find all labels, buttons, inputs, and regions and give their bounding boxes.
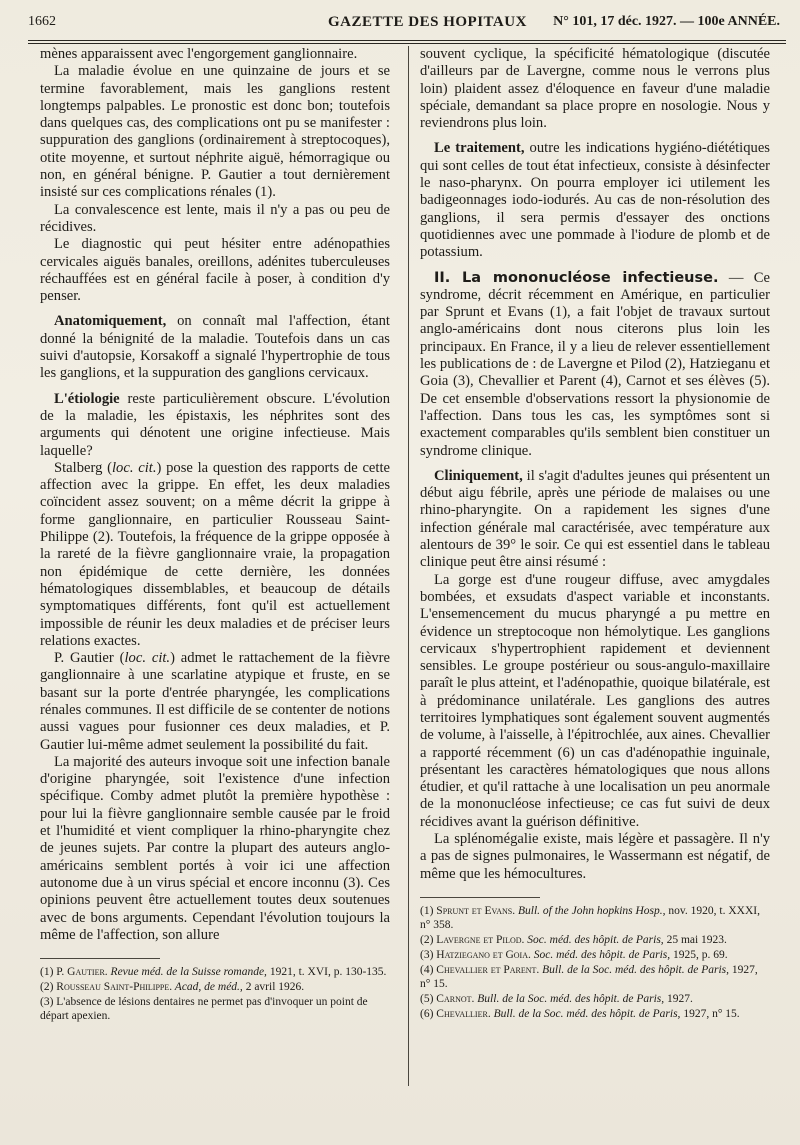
- footnote-rule: [40, 958, 160, 959]
- paragraph-text: P. Gautier (: [54, 650, 125, 667]
- footnote-ref: 1927, n° 15.: [420, 963, 758, 990]
- footnote-ref: 1925, p. 69.: [670, 948, 728, 961]
- issue-info: N° 101, 17 déc. 1927. — 100e ANNÉE.: [553, 14, 780, 29]
- paragraph-text: ) pose la question des rapports de cette affection avec la grippe. En effet, les deux maladies coïncident assez souvent; on a même décrit la grippe à forme ganglionnaire, en particulier Rousseau Saint-Philippe (2). Toutefois, la fréquence de la grippe opposée à la rareté de la fièvre ganglionnaire vraie, la propagation non épidémique de cette dernière, les données hématologiques dissemblables, et beaucoup de détails symptomatiques différents, font qu'il est actuellement impossible de réunir les deux maladies et de préciser leurs relations exactes.: [40, 459, 390, 649]
- paragraph: Le diagnostic qui peut hésiter entre adénopathies cervicales aiguës banales, oreillons, adénites tuberculeuses réchauffées est en général facile à poser, à condition d'y penser.: [40, 236, 390, 305]
- paragraph-text: on connaît mal l'affection, étant donné la bénignité de la maladie. Toutefois dans un cas suivi d'autopsie, Korsakoff a signalé l'hypertrophie de tous les ganglions, et la suppuration des ganglions cervicaux.: [40, 313, 390, 382]
- footnote-author: Rousseau Saint-Philippe.: [56, 981, 173, 994]
- left-column: [40, 46, 390, 1024]
- footnote-author: Lavergne et Pilod.: [436, 933, 525, 946]
- paragraph-text: il s'agit d'adultes jeunes qui présentent un début aigu fébrile, après une période de malaises ou une rhino-pharyngite. On a rapidement les signes d'une infection générale mal caractérisée, avec température aux alentours de 39° le soir. Ce qui est essentiel dans le tableau clinique peut être ainsi résumé :: [420, 467, 770, 571]
- footnote-source: Bull. of the John hopkins Hosp.,: [515, 904, 666, 917]
- header-rule: [28, 40, 786, 44]
- footnote-ref: nov. 1920, t. XXXI, n° 358.: [420, 904, 760, 931]
- paragraph-lead: Anatomiquement,: [54, 313, 167, 330]
- footnote-number: (1): [420, 904, 437, 917]
- footnote-number: (1) P.: [40, 966, 68, 979]
- footnote: [420, 1007, 770, 1021]
- footnote-source: Soc. méd. des hôpit. de Paris,: [524, 933, 664, 946]
- paragraph: [40, 460, 390, 650]
- footnote-author: Hatziegano et Goia.: [436, 948, 531, 961]
- footnote-number: (3): [420, 948, 437, 961]
- paragraph-text: outre les indications hygiéno-diététiques qui sont celles de tout état infectieux, consiste à désinfecter le naso-pharynx. On pourra employer ici utilement les badigeonnages iodo-iodurés. Au cas de non-résolution des ganglions, il sera permis d'essayer des onctions quotidiennes avec une pommade à l'iodure de plomb et de potassium.: [420, 140, 770, 261]
- paragraph-text: reste particulièrement obscure. L'évolution de la maladie, les épistaxis, les néphrites sont des arguments qui dénotent une origine infectieuse. Mais laquelle?: [40, 390, 390, 459]
- paragraph: [420, 468, 770, 572]
- paragraph: La splénomégalie existe, mais légère et passagère. Il n'y a pas de signes pulmonaires, le Wassermann est négatif, de même que les hémocultures.: [420, 831, 770, 882]
- footnote-source: Bull. de la Soc. méd. des hôpit. de Paris,: [474, 992, 665, 1005]
- footnote-author: Carnot.: [436, 992, 475, 1005]
- footnotes: [420, 904, 770, 1021]
- footnote-ref: 2 avril 1926.: [242, 981, 305, 994]
- column-divider: [408, 46, 409, 1086]
- footnote-source: Bull. de la Soc. méd. des hôpit. de Paris,: [539, 963, 730, 976]
- footnote-source: Bull. de la Soc. méd. des hôpit. de Paris,: [490, 1007, 681, 1020]
- paragraph: La majorité des auteurs invoque soit une infection banale d'origine pharyngée, soit l'existence d'une infection spécifique. Comby admet plutôt la première hypothèse : pour lui la fièvre ganglionnaire semble causée par le froid et l'humidité et vient compliquer la rhino-pharyngite chez de jeunes sujets. Par contre la plupart des auteurs anglo-américains semblent portés à voir ici une affection autonome due à un virus spécial et encore inconnu (3). Ces opinions peuvent être actuellement toutes deux soutenues avec de bons arguments. Cependant l'évolution toujours la même de l'affection, son allure: [40, 753, 390, 943]
- footnotes: [40, 965, 390, 1023]
- footnote: [40, 980, 390, 994]
- footnote-source: Acad, de méd.,: [172, 981, 243, 994]
- paragraph-text: ) admet le rattachement de la fièvre ganglionnaire à une scarlatine atypique et fruste, en se basant sur la porte d'entrée pharyngée, les complications rénales communes. Il est difficile de se contenter de notions aussi vagues pour fusionner ces deux maladies, et P. Gautier lui-même admet seulement la possibilité du fait.: [40, 650, 390, 753]
- footnote: [420, 933, 770, 947]
- footnote-author: Chevallier.: [436, 1007, 491, 1020]
- paragraph-lead: Cliniquement,: [434, 467, 523, 484]
- paragraph: La convalescence est lente, mais il n'y a pas ou peu de récidives.: [40, 201, 390, 235]
- footnote-ref: 1921, t. XVI, p. 130-135.: [266, 966, 387, 979]
- paragraph: [40, 391, 390, 460]
- footnote-number: (5): [420, 992, 437, 1005]
- footnote-number: (4): [420, 963, 437, 976]
- section-heading: II. La mononucléose infectieuse.: [434, 269, 719, 286]
- footnote: (3) L'absence de lésions dentaires ne permet pas d'invoquer un point de départ apexien.: [40, 996, 368, 1023]
- paragraph-lead: Le traitement,: [434, 140, 525, 157]
- footnote-rule: [420, 897, 540, 898]
- footnote: [420, 948, 770, 962]
- footnote-author: Sprunt et Evans.: [436, 904, 516, 917]
- footnote-author: Chevallier et Parent.: [436, 963, 540, 976]
- footnote: [40, 965, 390, 979]
- paragraph: La gorge est d'une rougeur diffuse, avec amygdales bombées, et exsudats d'aspect variable et inconstants. L'ensemencement du mucus pharyngé a pu mettre en évidence un streptocoque non hémolytique. Les ganglions cervicaux s'hypertrophient rapidement et deviennent sensibles. Le groupe postérieur ou sous-angulo-maxillaire paraît le plus atteint, et l'adénopathie, quoique bilatérale, est à prédominance unilatérale. Les ganglions des autres territoires lymphatiques sont également souvent augmentés de volume, à l'aisselle, à l'épitrochlée, aux aines. Chevallier a rapporté récemment (6) un cas d'adénopathie inguinale, présentant les caractères hématologiques que nous allons étudier, et qu'il rattache à une localisation un peu anormale de la mononucléose infectieuse; ce cas fut suivi de deux récidives avant la guérison définitive.: [420, 571, 770, 830]
- footnote-ref: 25 mai 1923.: [663, 933, 727, 946]
- footnote-ref: 1927, n° 15.: [680, 1007, 740, 1020]
- footnote-source: Soc. méd. des hôpit. de Paris,: [530, 948, 671, 961]
- paragraph: [40, 313, 390, 382]
- citation: loc. cit.: [124, 650, 171, 667]
- paragraph: [420, 270, 770, 460]
- paragraph: La maladie évolue en une quinzaine de jours et se termine favorablement, mais les ganglions restent longtemps palpables. Le pronostic est donc bon; toutefois dans quelques cas, des complications ont pu se manifester : suppuration des ganglions (ordinairement à streptocoques), otite moyenne, et surtout néphrite aiguë, hémorragique ou non, en général bénigne. P. Gautier a tout dernièrement insisté sur ces complications rénales (1).: [40, 63, 390, 201]
- paragraph: souvent cyclique, la spécificité hématologique (discutée d'ailleurs par de Lavergne, comme nous le verrons plus loin) plaident assez d'éloquence en faveur d'une maladie spéciale, demandant sa place propre en nosologie. Nous y reviendrons plus loin.: [420, 46, 770, 132]
- footnote-author: Gautier.: [67, 966, 108, 979]
- footnote-ref: 1927.: [664, 992, 693, 1005]
- footnote: [420, 963, 770, 991]
- paragraph: [40, 650, 390, 754]
- page-header: [28, 12, 790, 38]
- paragraph: mènes apparaissent avec l'engorgement ganglionnaire.: [40, 46, 358, 62]
- page-number: 1662: [28, 14, 56, 29]
- footnote: [420, 992, 770, 1006]
- footnote-number: (2): [420, 933, 437, 946]
- footnote-number: (6): [420, 1007, 437, 1020]
- footnote-number: (2): [40, 981, 57, 994]
- paragraph: [420, 140, 770, 261]
- footnote: [420, 904, 770, 932]
- paragraph-lead: L'étiologie: [54, 390, 120, 407]
- right-column: [420, 46, 770, 1022]
- journal-title: GAZETTE DES HOPITAUX: [328, 14, 527, 30]
- citation: loc. cit.: [112, 459, 157, 476]
- paragraph-text: Stalberg (: [54, 459, 112, 476]
- footnote-source: Revue méd. de la Suisse romande,: [107, 966, 267, 979]
- paragraph-text: — Ce syndrome, décrit récemment en Amérique, en particulier par Sprunt et Evans (1), a fait l'objet de travaux surtout anglo-américains dont nous citerons plus loin les principaux. En France, il y a lieu de relever essentiellement les publications de : de Lavergne et Pilod (2), Hatzieganu et Goia (3), Chevallier et Parent (4), Carnot et ses élèves (5). De cet ensemble d'observations ressort la physionomie de l'affection. Dans tous les cas, les symptômes sont si exactement comparables qu'ils semblent bien constituer un syndrome clinique.: [420, 269, 770, 459]
